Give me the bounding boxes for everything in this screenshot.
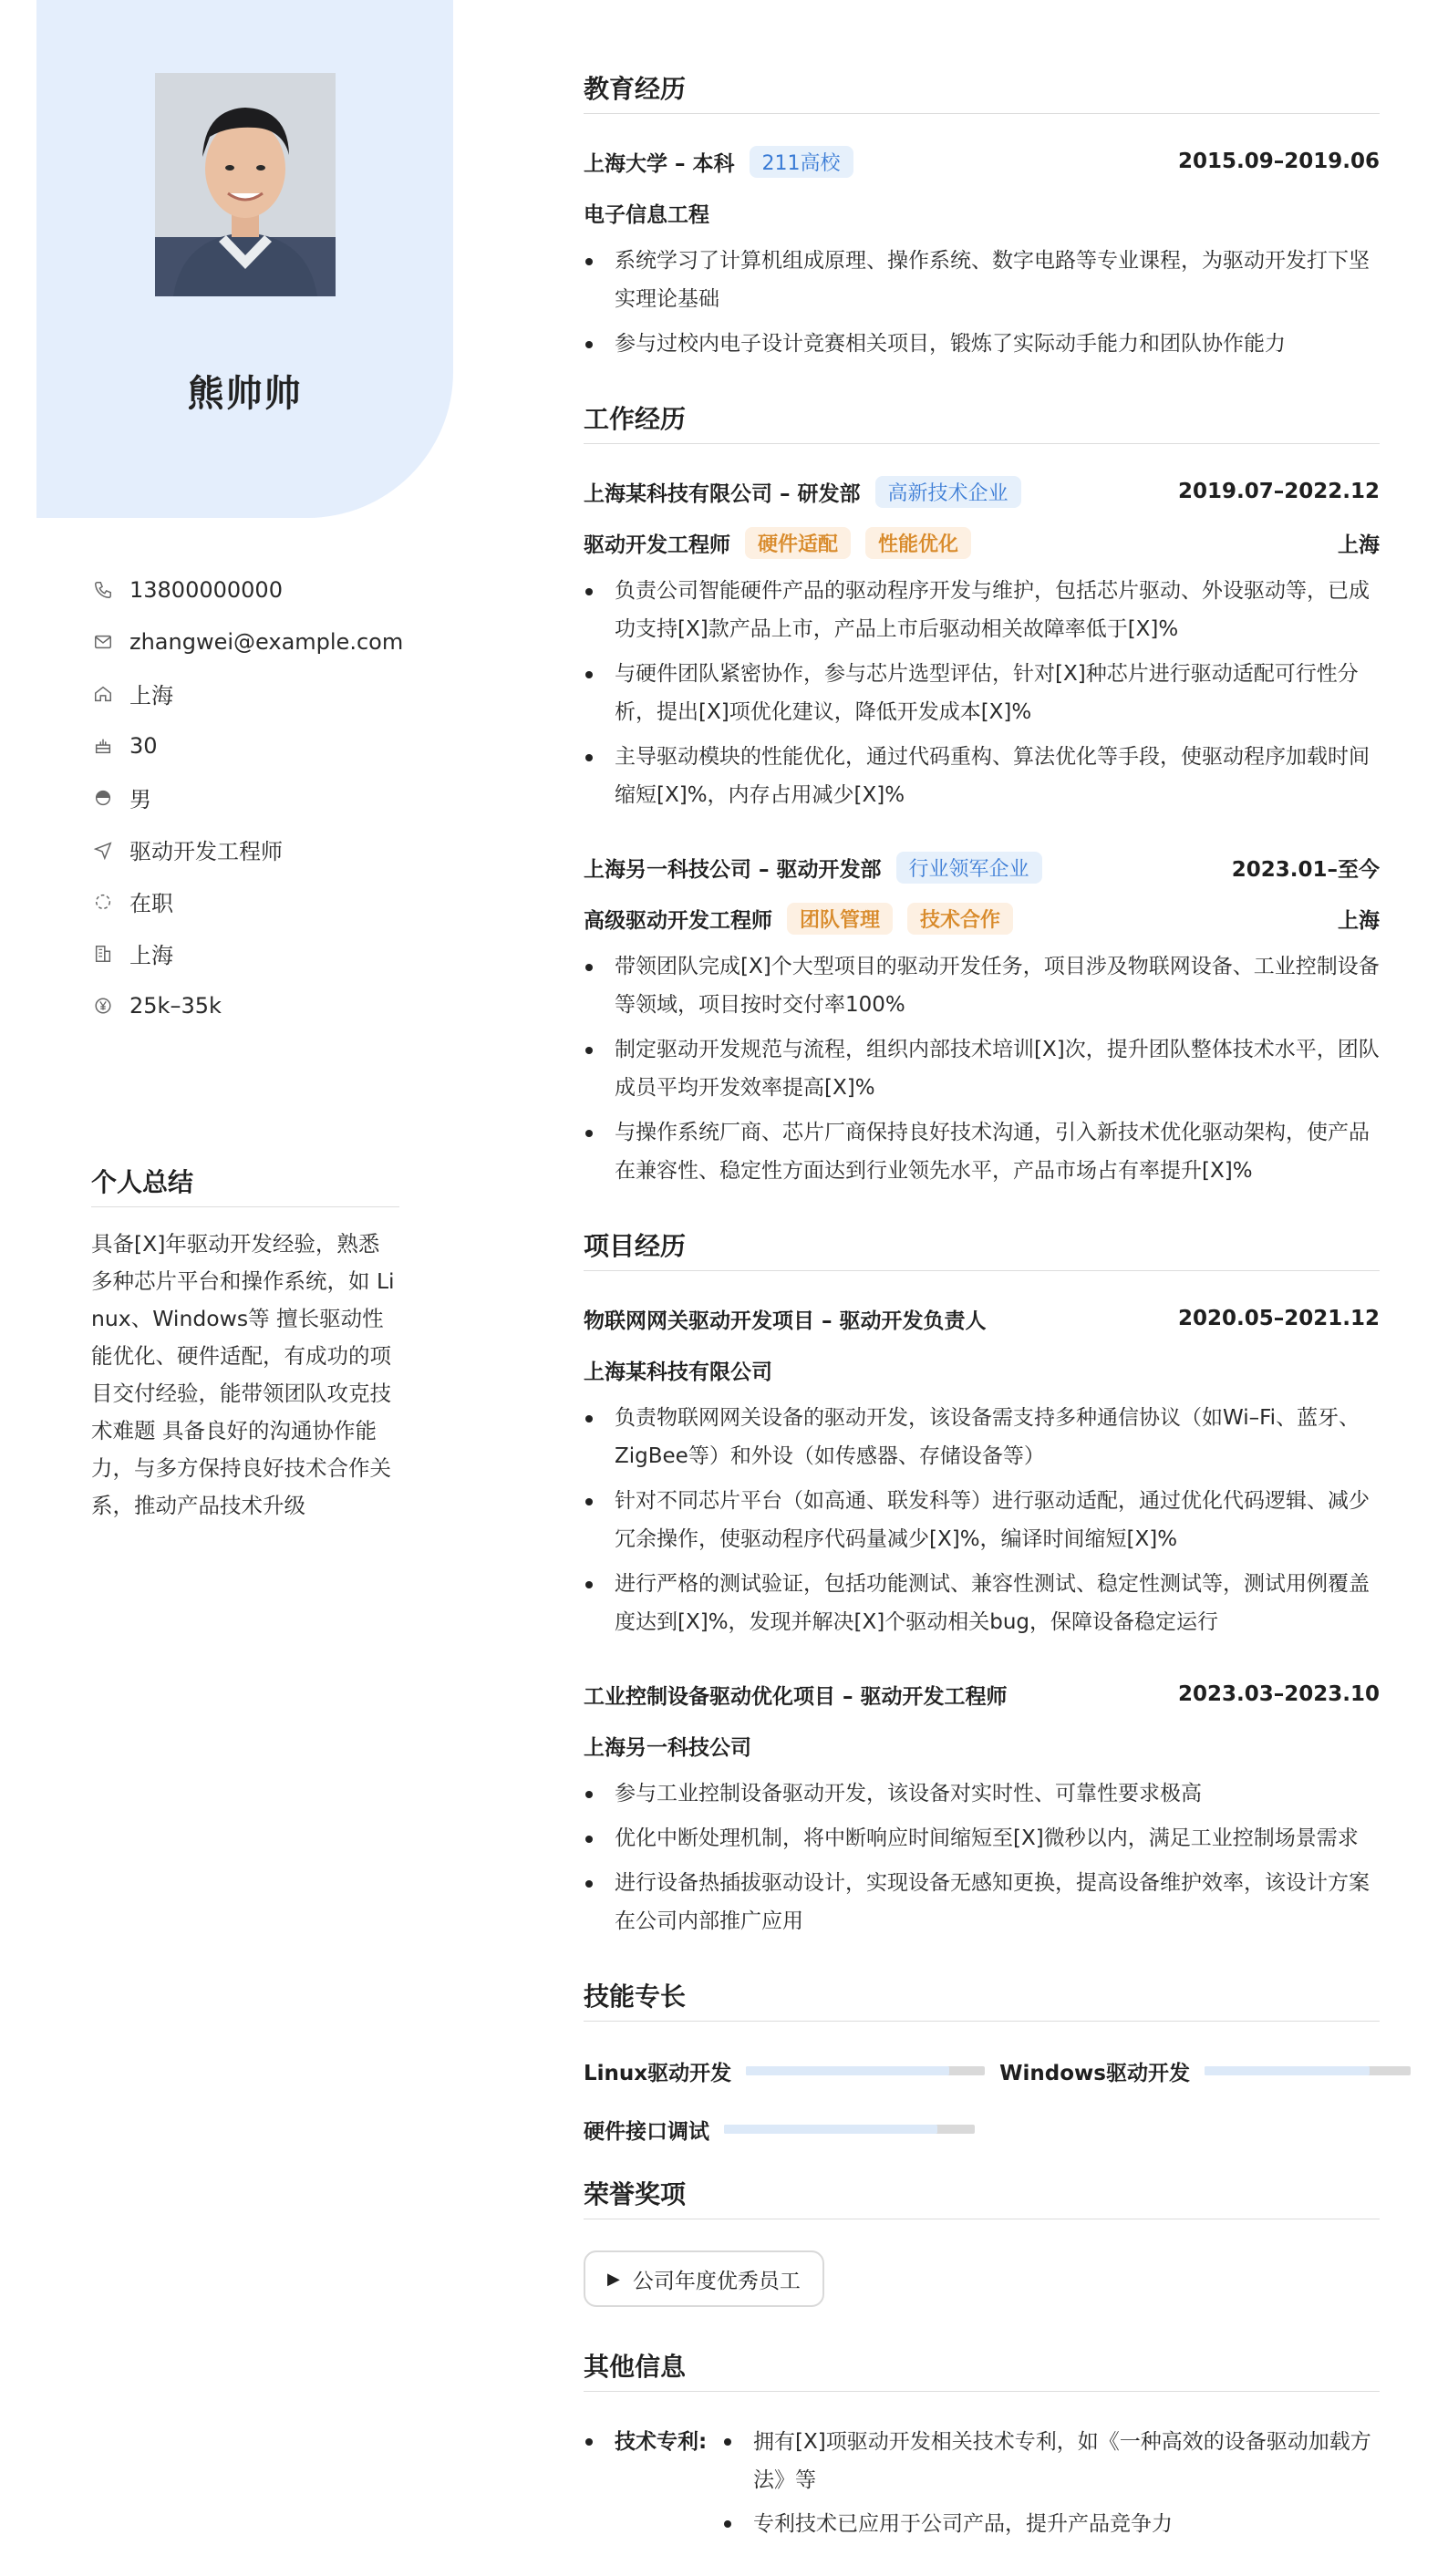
summary-title: 个人总结 (91, 1163, 399, 1207)
list-item: 针对不同芯片平台（如高通、联发科等）进行驱动适配，通过优化代码逻辑、减少冗余操作，使驱动程序代码量减少[X]%，编译时间缩短[X]% (584, 1482, 1380, 1558)
list-item: 负责公司智能硬件产品的驱动程序开发与维护，包括芯片驱动、外设驱动等，已成功支持[X]款产品上市，产品上市后驱动相关故障率低于[X]% (584, 572, 1380, 648)
work-city: 上海 (1338, 908, 1380, 933)
work-entry (584, 851, 1380, 1190)
list-item: 参与工业控制设备驱动开发，该设备对实时性、可靠性要求极高 (584, 1774, 1380, 1813)
work-period: 2023.01–至今 (1231, 857, 1380, 882)
role-tag: 技术合作 (907, 903, 1013, 935)
work-entry (584, 475, 1380, 814)
role-tag: 性能优化 (865, 527, 971, 559)
education-section (584, 69, 1380, 363)
contact-email (91, 616, 438, 667)
other-section (584, 2347, 1380, 2549)
other-key: 技术专利: (615, 2430, 708, 2454)
award-label: 公司年度优秀员工 (632, 2269, 801, 2293)
list-item: 与硬件团队紧密协作，参与芯片选型评估，针对[X]种芯片进行驱动适配可行性分析，提出[X]项优化建议，降低开发成本[X]% (584, 655, 1380, 731)
skill-item (999, 2056, 1411, 2086)
contact-salary-value: 25k–35k (129, 992, 222, 1019)
project-period: 2020.05–2021.12 (1177, 1307, 1380, 1330)
list-item: 参与过校内电子设计竞赛相关项目，锻炼了实际动手能力和团队协作能力 (584, 325, 1380, 363)
project-period: 2023.03–2023.10 (1177, 1682, 1380, 1706)
bullet-dot (585, 2438, 593, 2446)
play-triangle-icon: ▶ (607, 2269, 620, 2289)
work-period: 2019.07–2022.12 (1177, 480, 1380, 503)
contact-gender-value: 男 (129, 787, 151, 812)
projects-section (584, 1226, 1380, 1940)
skill-bar (1205, 2066, 1411, 2075)
job-role: 驱动开发工程师 (584, 533, 730, 557)
phone-icon (91, 578, 115, 602)
contact-status-value: 在职 (129, 891, 173, 916)
status-icon (91, 890, 115, 914)
skill-bar-fill (1205, 2066, 1370, 2075)
contact-phone-value: 13800000000 (129, 576, 283, 603)
other-entry (584, 2423, 1380, 2549)
role-tag: 硬件适配 (745, 527, 851, 559)
award-item[interactable] (584, 2250, 824, 2307)
school-tag: 211高校 (750, 146, 853, 178)
contact-age (91, 719, 438, 771)
skill-bar (746, 2066, 985, 2075)
list-item: 优化中断处理机制，将中断响应时间缩短至[X]微秒以内，满足工业控制场景需求 (584, 1819, 1380, 1857)
work-title: 工作经历 (584, 399, 1380, 444)
list-item: 进行设备热插拔驱动设计，实现设备无感知更换，提高设备维护效率，该设计方案在公司内部推广应用 (584, 1864, 1380, 1940)
job-role: 高级驱动开发工程师 (584, 908, 772, 933)
contact-gender (91, 771, 438, 823)
contact-phone (91, 564, 438, 616)
education-entry (584, 145, 1380, 363)
home-icon (91, 682, 115, 706)
contact-position (91, 823, 438, 875)
project-name: 工业控制设备驱动优化项目 – 驱动开发工程师 (584, 1684, 1008, 1709)
building-icon (91, 942, 115, 966)
skill-item (584, 2056, 985, 2086)
contact-status (91, 875, 438, 927)
skill-bar (724, 2125, 975, 2134)
work-city: 上海 (1338, 533, 1380, 557)
list-item: 专利技术已应用于公司产品，提升产品竞争力 (722, 2505, 1380, 2543)
other-title: 其他信息 (584, 2347, 1380, 2392)
work-section (584, 399, 1380, 1190)
awards-title: 荣誉奖项 (584, 2175, 1380, 2219)
profile-photo (155, 73, 336, 296)
skill-name: 硬件接口调试 (584, 2119, 709, 2144)
send-icon (91, 838, 115, 862)
school-name: 上海大学 – 本科 (584, 151, 735, 176)
company-name: 上海某科技有限公司 – 研发部 (584, 481, 861, 506)
skill-name: Windows驱动开发 (999, 2061, 1190, 2085)
list-item: 进行严格的测试验证，包括功能测试、兼容性测试、稳定性测试等，测试用例覆盖度达到[X]%，发现并解决[X]个驱动相关bug，保障设备稳定运行 (584, 1565, 1380, 1641)
list-item: 带领团队完成[X]个大型项目的驱动开发任务，项目涉及物联网设备、工业控制设备等领域，项目按时交付率100% (584, 947, 1380, 1024)
list-item: 制定驱动开发规范与流程，组织内部技术培训[X]次，提升团队整体技术水平，团队成员平均开发效率提高[X]% (584, 1030, 1380, 1107)
projects-title: 项目经历 (584, 1226, 1380, 1271)
contact-email-value: zhangwei@example.com (129, 628, 404, 655)
yen-icon (91, 994, 115, 1018)
company-tag: 行业领军企业 (896, 852, 1042, 884)
contact-age-value: 30 (129, 732, 158, 759)
skills-section (584, 1977, 1380, 2147)
major: 电子信息工程 (584, 202, 709, 227)
contact-home-value: 上海 (129, 683, 173, 709)
contact-salary (91, 979, 438, 1031)
contact-home (91, 667, 438, 719)
list-item: 主导驱动模块的性能优化，通过代码重构、算法优化等手段，使驱动程序加载时间缩短[X]%，内存占用减少[X]% (584, 738, 1380, 814)
skill-bar-fill (746, 2066, 949, 2075)
cake-icon (91, 734, 115, 758)
project-company: 上海另一科技公司 (584, 1735, 751, 1760)
contact-city (91, 927, 438, 979)
main-content (584, 69, 1380, 2576)
education-title: 教育经历 (584, 69, 1380, 114)
project-company: 上海某科技有限公司 (584, 1360, 772, 1384)
gender-icon (91, 786, 115, 810)
list-item: 系统学习了计算机组成原理、操作系统、数字电路等专业课程，为驱动开发打下坚实理论基础 (584, 242, 1380, 318)
contact-position-value: 驱动开发工程师 (129, 839, 283, 864)
contact-city-value: 上海 (129, 943, 173, 968)
role-tag: 团队管理 (787, 903, 893, 935)
summary-text: 具备[X]年驱动开发经验，熟悉多种芯片平台和操作系统，如 Linux、Windows等 擅长驱动性能优化、硬件适配，有成功的项目交付经验，能带领团队攻克技术难题 具备良好的沟通协作能力，与多方保持良好技术合作关系，推动产品技术升级 (91, 1231, 395, 1518)
skill-item (584, 2115, 975, 2145)
list-item: 负责物联网网关设备的驱动开发，该设备需支持多种通信协议（如Wi–Fi、蓝牙、ZigBee等）和外设（如传感器、存储设备等） (584, 1399, 1380, 1475)
candidate-name: 熊帅帅 (187, 373, 303, 415)
mail-icon (91, 630, 115, 654)
project-entry (584, 1302, 1380, 1641)
list-item: 与操作系统厂商、芯片厂商保持良好技术沟通，引入新技术优化驱动架构，使产品在兼容性、稳定性方面达到行业领先水平，产品市场占有率提升[X]% (584, 1113, 1380, 1190)
education-period: 2015.09–2019.06 (1177, 150, 1380, 173)
skills-title: 技能专长 (584, 1977, 1380, 2022)
company-tag: 高新技术企业 (875, 476, 1021, 508)
company-name: 上海另一科技公司 – 驱动开发部 (584, 857, 882, 882)
project-name: 物联网网关驱动开发项目 – 驱动开发负责人 (584, 1309, 987, 1333)
list-item: 拥有[X]项驱动开发相关技术专利，如《一种高效的设备驱动加载方法》等 (722, 2423, 1380, 2499)
contact-list (91, 564, 438, 1031)
skill-bar-fill (724, 2125, 937, 2134)
skill-name: Linux驱动开发 (584, 2061, 732, 2085)
awards-section (584, 2175, 1380, 2307)
project-entry (584, 1678, 1380, 1940)
